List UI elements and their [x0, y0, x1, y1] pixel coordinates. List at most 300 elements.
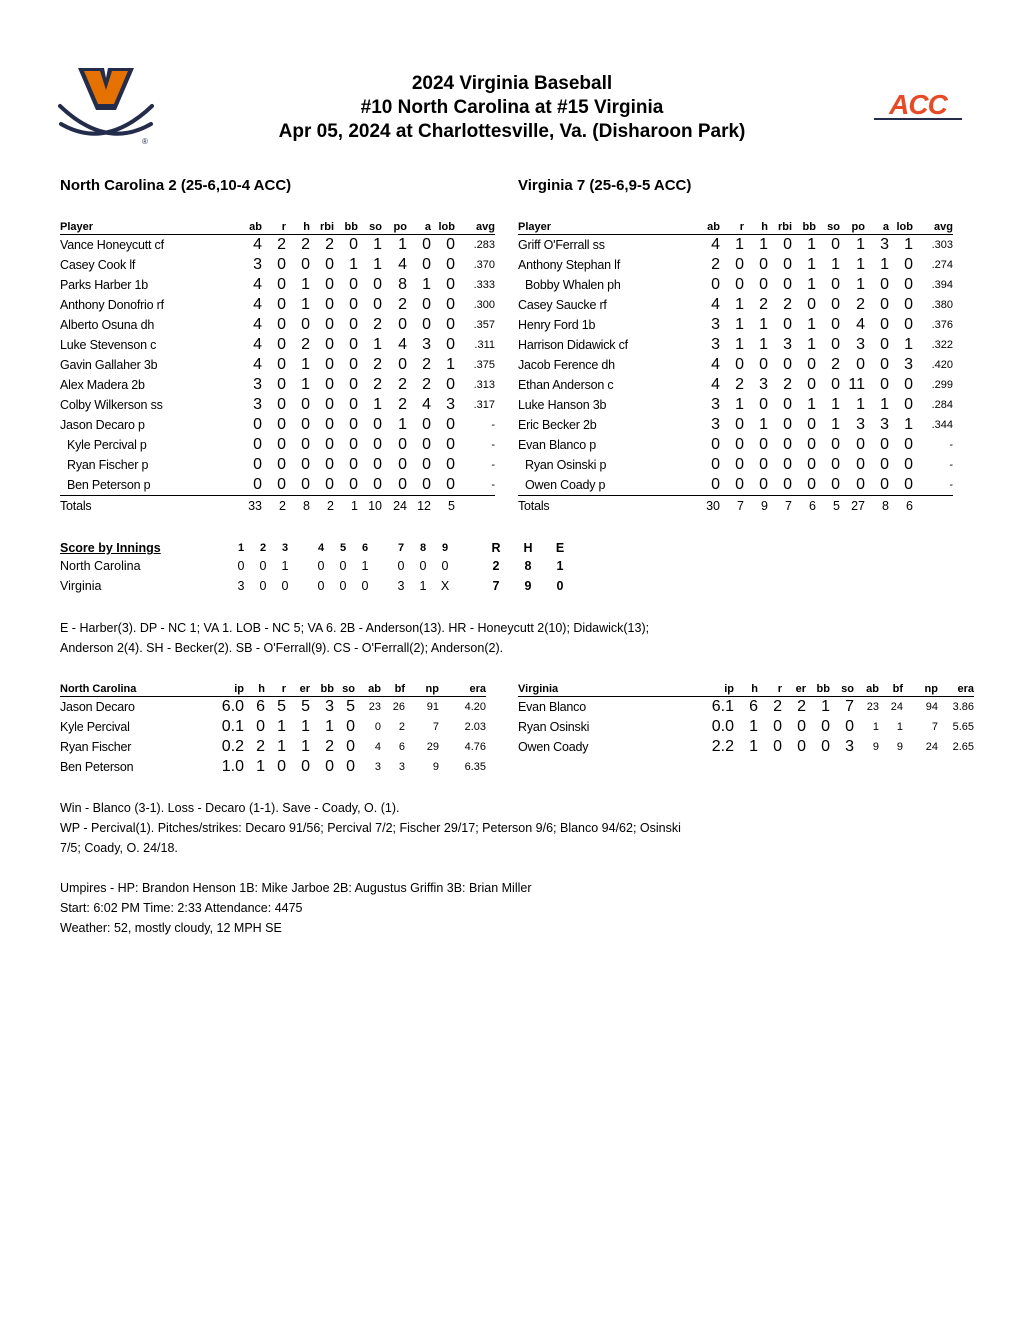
total-lob: 5 — [448, 499, 455, 513]
column-header-a: a — [865, 220, 889, 235]
stat-avg: .394 — [931, 279, 953, 291]
stat-so: 0 — [346, 718, 355, 735]
column-header-avg: avg — [913, 220, 953, 235]
stat-lob: 0 — [446, 256, 455, 273]
column-header-name: Player — [518, 220, 686, 235]
stat-r: 1 — [735, 316, 744, 333]
stat-so: 1 — [373, 336, 382, 353]
errors-header: E — [555, 541, 565, 555]
stat-a: 3 — [880, 236, 889, 253]
stat-a: 0 — [880, 336, 889, 353]
stat-po: 11 — [848, 376, 865, 393]
stat-lob: 0 — [431, 475, 455, 496]
batter-name: Luke Hanson 3b — [518, 398, 607, 412]
stat-r: 1 — [277, 718, 286, 735]
stat-bb: 0 — [792, 475, 816, 496]
column-header-r: r — [720, 220, 744, 235]
stat-h: 2 — [301, 336, 310, 353]
errors-total: 0 — [556, 579, 564, 593]
stat-a: 0 — [880, 356, 889, 373]
batter-row — [518, 255, 953, 275]
batter-name: Alberto Osuna dh — [60, 318, 155, 332]
column-header-h: h — [286, 220, 310, 235]
stat-a: 3 — [880, 416, 889, 433]
stat-a: 0 — [422, 416, 431, 433]
stat-era: 2.03 — [464, 721, 486, 733]
stat-avg: - — [455, 475, 495, 496]
batting-totals-row — [60, 496, 495, 517]
column-header-np: np — [405, 682, 439, 697]
stat-so: 1 — [831, 256, 840, 273]
stat-r: 0 — [735, 456, 744, 473]
stat-rbi: 0 — [783, 396, 792, 413]
batter-name: Parks Harber 1b — [60, 278, 149, 292]
stat-r: 0 — [277, 336, 286, 353]
stat-ab: 3 — [711, 396, 720, 413]
column-header-so: so — [816, 220, 840, 235]
linescore-title: Score by Innings — [60, 541, 161, 555]
stat-ab: 3 — [711, 336, 720, 353]
stat-po: 0 — [398, 316, 407, 333]
total-po: 24 — [393, 499, 407, 513]
stat-lob: 0 — [446, 376, 455, 393]
batter-row — [60, 355, 495, 375]
svg-text:ACC: ACC — [889, 90, 947, 120]
stat-r: 0 — [735, 436, 744, 453]
stat-r: 0 — [277, 316, 286, 333]
batter-row — [518, 455, 953, 475]
stat-bb: 1 — [807, 276, 816, 293]
stat-bb: 0 — [807, 456, 816, 473]
stat-rbi: 0 — [768, 475, 792, 496]
stat-np: 7 — [432, 721, 439, 733]
stat-rbi: 0 — [783, 456, 792, 473]
batter-name: Ben Peterson p — [60, 475, 228, 496]
stat-so: 0 — [373, 456, 382, 473]
stat-so: 0 — [831, 436, 840, 453]
stat-r: 0 — [277, 436, 286, 453]
stat-era: 4.20 — [464, 701, 486, 713]
column-header-bf: bf — [381, 682, 405, 697]
stat-a: 0 — [880, 456, 889, 473]
stat-h: 2 — [256, 738, 265, 755]
batter-name: Owen Coady p — [518, 475, 686, 496]
stat-bb: 0 — [807, 296, 816, 313]
batting-header-row — [518, 220, 953, 235]
stat-h: 2 — [301, 236, 310, 253]
stat-era: 2.65 — [952, 741, 974, 753]
stat-po: 4 — [398, 256, 407, 273]
batter-row — [518, 475, 953, 496]
stat-po: 0 — [398, 436, 407, 453]
column-header-bb: bb — [310, 682, 334, 697]
inning-score: 0 — [397, 559, 405, 573]
stat-r: 1 — [277, 738, 286, 755]
stat-r: 1 — [735, 296, 744, 313]
stat-ab: 4 — [711, 356, 720, 373]
batter-name: Jacob Ference dh — [518, 358, 615, 372]
total-h: 9 — [761, 499, 768, 513]
stat-so: 0 — [831, 456, 840, 473]
stat-avg: .376 — [931, 319, 953, 331]
batter-row — [518, 335, 953, 355]
column-header-po: po — [382, 220, 407, 235]
stat-h: 0 — [256, 718, 265, 735]
stat-avg: .375 — [473, 359, 495, 371]
inning-score: 1 — [281, 559, 289, 573]
stat-avg: .317 — [473, 399, 495, 411]
stat-h: 1 — [301, 296, 310, 313]
stat-so: 0 — [373, 296, 382, 313]
stat-so: 0 — [346, 758, 355, 775]
column-header-era: era — [938, 682, 974, 697]
inning-header: 6 — [361, 542, 369, 554]
stat-h: 3 — [759, 376, 768, 393]
stat-bf: 1 — [896, 721, 903, 733]
linescore-table — [60, 540, 576, 596]
hits-header: H — [523, 541, 533, 555]
batter-row — [518, 315, 953, 335]
column-header-h: h — [734, 682, 758, 697]
stat-rbi: 2 — [325, 236, 334, 253]
stat-r: 0 — [277, 456, 286, 473]
inning-score: 0 — [339, 559, 347, 573]
stat-ab: 23 — [368, 701, 381, 713]
total-a: 12 — [417, 499, 431, 513]
stat-bb: 0 — [349, 336, 358, 353]
inning-score: 0 — [259, 559, 267, 573]
stat-r: 0 — [720, 475, 744, 496]
stat-bb: 0 — [807, 436, 816, 453]
inning-score: 0 — [237, 559, 245, 573]
batter-name: Anthony Stephan lf — [518, 258, 621, 272]
hits-total: 9 — [524, 579, 532, 593]
batter-name: Ethan Anderson c — [518, 378, 614, 392]
totals-label: Totals — [60, 499, 92, 513]
stat-ab: 0 — [253, 456, 262, 473]
notes-line: Anderson 2(4). SH - Becker(2). SB - O'Ferrall(9). CS - O'Ferrall(2); Anderson(2). — [60, 641, 504, 655]
stat-ab: 3 — [253, 396, 262, 413]
column-header-rbi: rbi — [310, 220, 334, 235]
column-header-era: era — [439, 682, 486, 697]
linescore-team: Virginia — [60, 579, 102, 593]
stat-a: 0 — [880, 296, 889, 313]
stat-po: 0 — [398, 356, 407, 373]
stat-avg: .370 — [473, 259, 495, 271]
stat-r: 1 — [735, 236, 744, 253]
stat-rbi: 0 — [783, 236, 792, 253]
column-header-po: po — [840, 220, 865, 235]
stat-a: 0 — [880, 276, 889, 293]
stat-ab: 0 — [711, 276, 720, 293]
stat-avg: - — [491, 439, 495, 451]
stat-era: 4.76 — [464, 741, 486, 753]
stat-bf: 26 — [392, 701, 405, 713]
stat-r: 2 — [735, 376, 744, 393]
stat-rbi: 0 — [783, 256, 792, 273]
column-header-r: r — [262, 220, 286, 235]
stat-so: 0 — [346, 738, 355, 755]
batter-name: Kyle Percival p — [67, 438, 147, 452]
stat-avg: .333 — [473, 279, 495, 291]
home-pitching-table — [518, 682, 974, 757]
stat-po: 0 — [398, 456, 407, 473]
start-time-attendance: Start: 6:02 PM Time: 2:33 Attendance: 4475 — [60, 901, 303, 915]
stat-avg: .283 — [473, 239, 495, 251]
batter-row — [518, 275, 953, 295]
total-rbi: 2 — [327, 499, 334, 513]
stat-bb: 1 — [325, 718, 334, 735]
date-venue-title: Apr 05, 2024 at Charlottesville, Va. (Disharoon Park) — [278, 121, 746, 142]
stat-h: 1 — [301, 376, 310, 393]
stat-r: 1 — [735, 336, 744, 353]
stat-a: 0 — [880, 376, 889, 393]
stat-avg: - — [491, 459, 495, 471]
stat-h: 0 — [301, 436, 310, 453]
stat-h: 0 — [301, 416, 310, 433]
total-bb: 6 — [809, 499, 816, 513]
runs-header: R — [491, 541, 501, 555]
stat-avg: - — [913, 475, 953, 496]
batter-row — [60, 475, 495, 496]
stat-r: 0 — [277, 416, 286, 433]
stat-a: 4 — [422, 396, 431, 413]
stat-avg: .357 — [473, 319, 495, 331]
inning-score: 1 — [419, 579, 427, 593]
inning-header: 3 — [281, 542, 289, 554]
pitcher-row — [60, 717, 486, 737]
batter-name: Casey Cook lf — [60, 258, 136, 272]
stat-h: 1 — [256, 758, 265, 775]
stat-lob: 0 — [904, 376, 913, 393]
stat-h: 1 — [749, 718, 758, 735]
stat-ab: 3 — [253, 256, 262, 273]
column-header-name: Player — [60, 220, 228, 235]
stat-rbi: 0 — [325, 416, 334, 433]
pitcher-name: Owen Coady — [518, 740, 589, 754]
stat-avg: .380 — [931, 299, 953, 311]
stat-bb: 3 — [325, 698, 334, 715]
stat-po: 0 — [856, 436, 865, 453]
stat-r: 0 — [735, 416, 744, 433]
stat-po: 0 — [856, 456, 865, 473]
pitcher-row — [60, 757, 486, 777]
stat-r: 0 — [277, 758, 286, 775]
inning-score: 0 — [361, 579, 369, 593]
stat-rbi: 2 — [783, 376, 792, 393]
inning-score: 3 — [237, 579, 245, 593]
stat-lob: 0 — [904, 256, 913, 273]
batter-name: Casey Saucke rf — [518, 298, 607, 312]
stat-bb: 1 — [807, 336, 816, 353]
inning-score: 0 — [317, 559, 325, 573]
stat-lob: 1 — [904, 236, 913, 253]
stat-ab: 4 — [253, 296, 262, 313]
matchup-title: #10 North Carolina at #15 Virginia — [360, 97, 664, 118]
stat-so: 1 — [373, 256, 382, 273]
stat-so: 0 — [373, 416, 382, 433]
stat-ab: 4 — [253, 336, 262, 353]
stat-h: 0 — [759, 276, 768, 293]
svg-text:®: ® — [142, 137, 148, 146]
umpires: Umpires - HP: Brandon Henson 1B: Mike Jarboe 2B: Augustus Griffin 3B: Brian Miller — [60, 881, 532, 895]
stat-po: 8 — [398, 276, 407, 293]
stat-lob: 0 — [446, 436, 455, 453]
column-header-h: h — [244, 682, 265, 697]
stat-bb: 0 — [349, 296, 358, 313]
stat-bf: 3 — [398, 761, 405, 773]
batter-name: Ryan Osinski p — [525, 458, 607, 472]
stat-avg: .284 — [931, 399, 953, 411]
stat-r: 0 — [735, 356, 744, 373]
column-header-ab: ab — [228, 220, 262, 235]
batter-name: Bobby Whalen ph — [525, 278, 621, 292]
stat-bb: 1 — [807, 396, 816, 413]
stat-a: 0 — [422, 296, 431, 313]
stat-a: 0 — [865, 475, 889, 496]
stat-er: 0 — [797, 738, 806, 755]
batter-row — [518, 235, 953, 256]
stat-so: 2 — [373, 316, 382, 333]
stat-h: 0 — [301, 256, 310, 273]
batter-row — [518, 375, 953, 395]
stat-avg: .274 — [931, 259, 953, 271]
batter-name: Griff O'Ferrall ss — [518, 238, 605, 252]
stat-bb: 1 — [807, 236, 816, 253]
stat-bb: 0 — [349, 456, 358, 473]
pitcher-name: Kyle Percival — [60, 720, 130, 734]
stat-bf: 9 — [896, 741, 903, 753]
stat-so: 0 — [373, 436, 382, 453]
decision-line: Win - Blanco (3-1). Loss - Decaro (1-1). Save - Coady, O. (1). — [60, 801, 400, 815]
game-info — [60, 878, 960, 938]
inning-header: 8 — [419, 542, 427, 554]
stat-er: 1 — [301, 718, 310, 735]
stat-bb: 0 — [349, 396, 358, 413]
inning-score: 0 — [259, 579, 267, 593]
batter-row — [60, 315, 495, 335]
stat-ip: 6.0 — [221, 698, 244, 715]
column-header-ab: ab — [854, 682, 879, 697]
stat-ab: 4 — [253, 276, 262, 293]
stat-r: 0 — [277, 396, 286, 413]
stat-a: 0 — [880, 316, 889, 333]
stat-so: 0 — [831, 316, 840, 333]
total-ab: 30 — [706, 499, 720, 513]
decision-line: WP - Percival(1). Pitches/strikes: Decaro 91/56; Percival 7/2; Fischer 29/17; Peterson 9/6; Blanco 94/62; Osinski — [60, 821, 681, 835]
stat-so: 0 — [373, 276, 382, 293]
stat-h: 1 — [301, 276, 310, 293]
stat-rbi: 0 — [325, 316, 334, 333]
column-header-er: er — [782, 682, 806, 697]
stat-bb: 1 — [807, 316, 816, 333]
inning-score: 0 — [317, 579, 325, 593]
stat-r: 0 — [773, 738, 782, 755]
stat-rbi: 2 — [783, 296, 792, 313]
stat-ip: 6.1 — [711, 698, 734, 715]
stat-np: 91 — [426, 701, 439, 713]
total-so: 5 — [833, 499, 840, 513]
stat-r: 2 — [773, 698, 782, 715]
stat-r: 5 — [277, 698, 286, 715]
column-header-bb: bb — [792, 220, 816, 235]
batter-name: Anthony Donofrio rf — [60, 298, 164, 312]
stat-so: 1 — [373, 396, 382, 413]
runs-total: 2 — [492, 559, 500, 573]
stat-a: 0 — [880, 436, 889, 453]
stat-lob: 1 — [446, 356, 455, 373]
stat-po: 1 — [856, 276, 865, 293]
stat-so: 7 — [845, 698, 854, 715]
stat-ip: 0.1 — [221, 718, 244, 735]
linescore-team: North Carolina — [60, 559, 141, 573]
stat-so: 0 — [831, 296, 840, 313]
stat-h: 6 — [256, 698, 265, 715]
stat-h: 0 — [744, 475, 768, 496]
stat-lob: 0 — [446, 416, 455, 433]
stat-so: 5 — [346, 698, 355, 715]
stat-lob: 0 — [446, 236, 455, 253]
stat-ab: 3 — [253, 376, 262, 393]
stat-np: 94 — [925, 701, 938, 713]
stat-lob: 0 — [904, 396, 913, 413]
batter-row — [60, 455, 495, 475]
total-r: 7 — [737, 499, 744, 513]
stat-r: 0 — [277, 296, 286, 313]
stat-a: 0 — [422, 456, 431, 473]
stat-so: 0 — [831, 336, 840, 353]
stat-po: 3 — [856, 416, 865, 433]
stat-bb: 0 — [821, 718, 830, 735]
stat-rbi: 0 — [325, 336, 334, 353]
stat-h: 0 — [301, 456, 310, 473]
stat-bb: 0 — [821, 738, 830, 755]
stat-lob: 0 — [904, 276, 913, 293]
stat-era: 6.35 — [464, 761, 486, 773]
batter-row — [518, 295, 953, 315]
inning-score: 0 — [441, 559, 449, 573]
stat-po: 2 — [398, 376, 407, 393]
stat-lob: 0 — [889, 475, 913, 496]
linescore-row-home — [60, 576, 576, 596]
batting-header-row — [60, 220, 495, 235]
column-header-so: so — [358, 220, 382, 235]
stat-rbi: 0 — [325, 276, 334, 293]
weather: Weather: 52, mostly cloudy, 12 MPH SE — [60, 921, 282, 935]
batter-row — [518, 415, 953, 435]
batting-totals-row — [518, 496, 953, 517]
stat-bf: 6 — [398, 741, 405, 753]
stat-po: 3 — [856, 336, 865, 353]
stat-so: 2 — [373, 376, 382, 393]
pitcher-row — [518, 737, 974, 757]
pitcher-name: Jason Decaro — [60, 700, 135, 714]
stat-a: 0 — [407, 475, 431, 496]
batter-row — [60, 255, 495, 275]
decision-line: 7/5; Coady, O. 24/18. — [60, 841, 178, 855]
stat-a: 3 — [422, 336, 431, 353]
inning-header: 5 — [339, 542, 347, 554]
total-lob: 6 — [906, 499, 913, 513]
stat-er: 0 — [797, 718, 806, 735]
stat-bb: 0 — [807, 356, 816, 373]
stat-ab: 2 — [711, 256, 720, 273]
stat-era: 5.65 — [952, 721, 974, 733]
stat-avg: .300 — [473, 299, 495, 311]
stat-po: 0 — [382, 475, 407, 496]
home-batting-table — [518, 220, 953, 516]
pitcher-name: Ryan Fischer — [60, 740, 132, 754]
